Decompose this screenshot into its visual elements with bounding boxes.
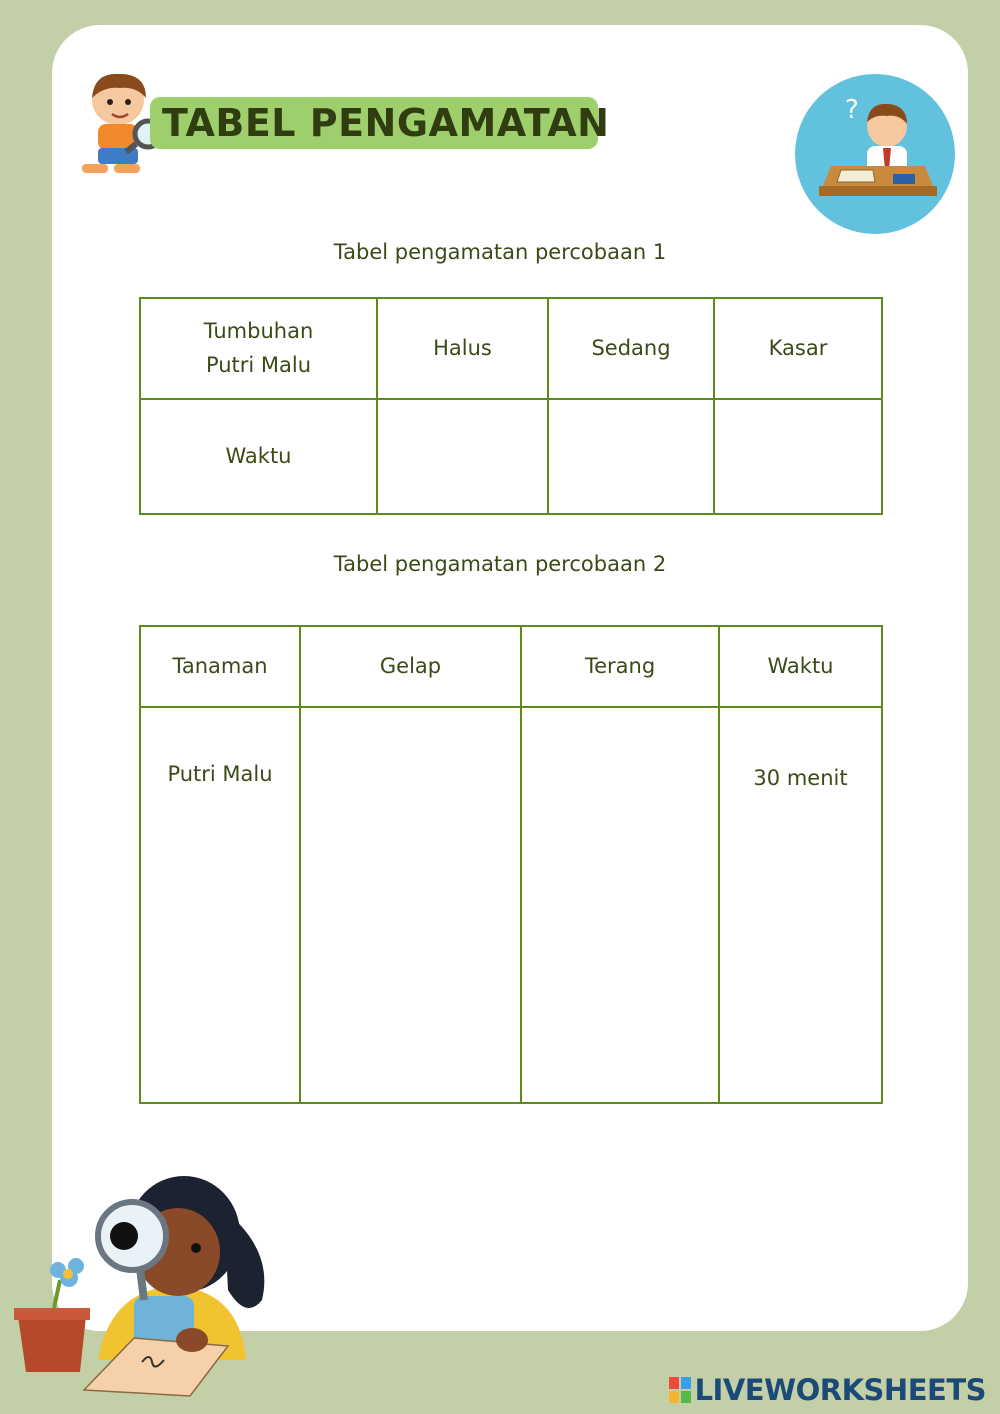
column-header-gelap: Gelap bbox=[300, 626, 521, 707]
row-label-waktu: Waktu bbox=[140, 399, 377, 514]
brand-logo bbox=[669, 1372, 986, 1408]
header-label-line: Putri Malu bbox=[205, 352, 312, 377]
answer-cell-gelap[interactable] bbox=[300, 707, 521, 1103]
table-row bbox=[140, 626, 882, 707]
girl-magnifier-illustration bbox=[14, 1170, 284, 1400]
table-row bbox=[140, 399, 882, 514]
row-label-plant: Putri Malu bbox=[140, 707, 300, 1103]
time-value: 30 menit bbox=[719, 707, 882, 1103]
column-header-sedang: Sedang bbox=[548, 298, 714, 399]
column-header-kasar: Kasar bbox=[714, 298, 882, 399]
column-header-terang: Terang bbox=[521, 626, 719, 707]
observation-table-1 bbox=[139, 297, 883, 515]
observation-table-2 bbox=[139, 625, 883, 1104]
table-row bbox=[140, 707, 882, 1103]
answer-cell-terang[interactable] bbox=[521, 707, 719, 1103]
column-header-tanaman: Tanaman bbox=[140, 626, 300, 707]
table2-caption: Tabel pengamatan percobaan 2 bbox=[333, 552, 667, 576]
answer-cell-halus[interactable] bbox=[377, 399, 548, 514]
table-header-cell bbox=[140, 298, 377, 399]
liveworksheets-icon bbox=[669, 1377, 691, 1403]
brand-name: LIVEWORKSHEETS bbox=[694, 1373, 986, 1407]
thinking-student-illustration bbox=[795, 74, 955, 234]
table-row bbox=[140, 298, 882, 399]
column-header-waktu: Waktu bbox=[719, 626, 882, 707]
table1-caption: Tabel pengamatan percobaan 1 bbox=[333, 240, 667, 264]
header-label-line: Tumbuhan bbox=[203, 318, 314, 343]
column-header-halus: Halus bbox=[377, 298, 548, 399]
answer-cell-kasar[interactable] bbox=[714, 399, 882, 514]
answer-cell-sedang[interactable] bbox=[548, 399, 714, 514]
page-title: TABEL PENGAMATAN bbox=[162, 101, 610, 145]
svg-text:?: ? bbox=[845, 95, 859, 125]
